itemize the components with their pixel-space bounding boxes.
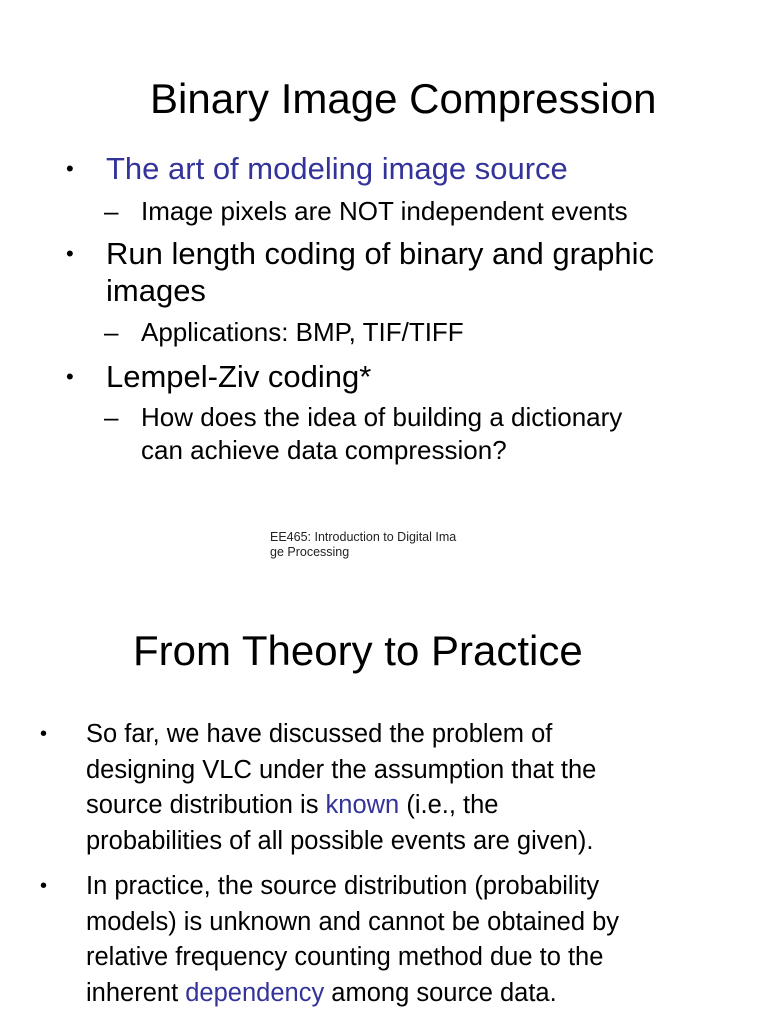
- paragraph-line: probabilities of all possible events are given).: [86, 826, 594, 855]
- bullet-paragraph: [40, 717, 760, 867]
- paragraph-line: So far, we have discussed the problem of: [86, 720, 553, 748]
- bullet-dot: •: [40, 875, 48, 897]
- sub-bullet-text: How does the idea of building a dictionary: [141, 402, 623, 432]
- bullet-text: images: [106, 273, 206, 308]
- bullet-dot: •: [66, 241, 74, 266]
- bullet-paragraph: [40, 869, 760, 1019]
- sub-bullet-dash: –: [104, 402, 119, 432]
- paragraph-line: In practice, the source distribution (probability: [86, 872, 600, 900]
- sub-bullet-text: Image pixels are NOT independent events: [141, 196, 628, 226]
- paragraph-line: designing VLC under the assumption that the: [86, 755, 597, 784]
- paragraph-text: inherent: [86, 978, 186, 1007]
- bullet-list: [66, 0, 766, 520]
- paragraph-text: (i.e., the: [399, 791, 499, 819]
- slide-title: Binary Image Compression: [150, 75, 657, 122]
- sub-bullet-text: Applications: BMP, TIF/TIFF: [141, 317, 464, 347]
- paragraph-line: relative frequency counting method due to the: [86, 943, 604, 971]
- bullet-dot: •: [66, 156, 74, 181]
- paragraph-line: [86, 976, 557, 1012]
- emphasis-known: known: [325, 791, 400, 819]
- slide-footer: [270, 530, 456, 560]
- sub-bullet-dash: –: [104, 196, 119, 226]
- paragraph-text: among source data.: [324, 978, 557, 1007]
- slide-title: From Theory to Practice: [133, 627, 583, 674]
- bullet-text: Run length coding of binary and graphic: [106, 236, 655, 271]
- bullet-dot: •: [66, 364, 74, 389]
- emphasis-dependency: dependency: [185, 978, 325, 1007]
- paragraph-line: models) is unknown and cannot be obtained by: [86, 907, 620, 936]
- paragraph-text: source distribution is: [86, 791, 326, 819]
- bullet-text: The art of modeling image source: [106, 151, 568, 186]
- sub-bullet-text: can achieve data compression?: [141, 435, 507, 465]
- bullet-text: Lempel-Ziv coding*: [106, 359, 372, 394]
- footer-line: ge Processing: [270, 545, 350, 559]
- bullet-dot: •: [40, 723, 48, 745]
- paragraph-line: [86, 788, 498, 824]
- slide-from-theory-to-practice: [0, 580, 768, 1024]
- footer-line: EE465: Introduction to Digital Ima: [270, 530, 457, 544]
- sub-bullet-dash: –: [104, 317, 119, 347]
